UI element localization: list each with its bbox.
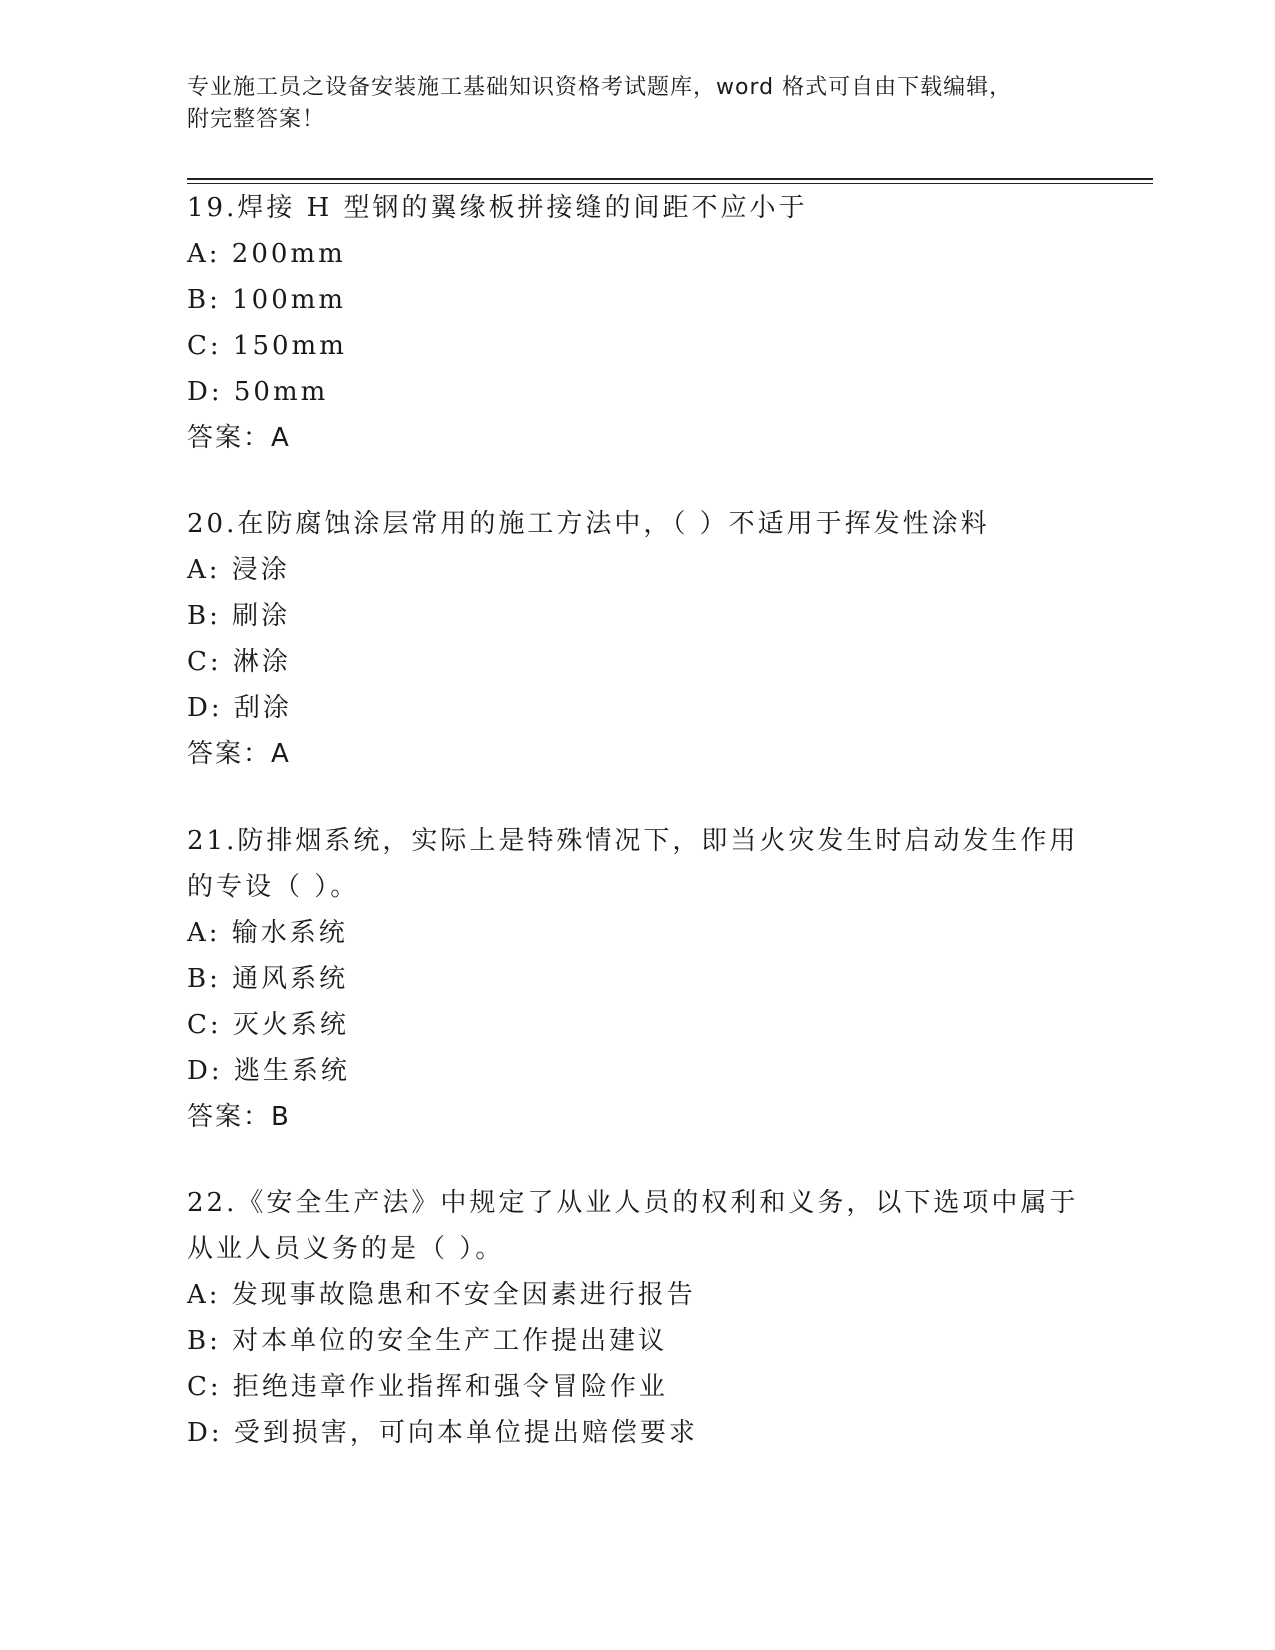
header-divider-thick — [187, 178, 1153, 180]
question-stem: 20.在防腐蚀涂层常用的施工方法中，（ ）不适用于挥发性涂料 — [187, 509, 990, 539]
option-d: D: 受到损害，可向本单位提出赔偿要求 — [187, 1418, 698, 1448]
question-21 — [187, 818, 1087, 1140]
option-b: B: 刷涂 — [187, 601, 291, 631]
option-d: D: 刮涂 — [187, 693, 292, 723]
question-stem: 19.焊接 H 型钢的翼缘板拼接缝的间距不应小于 — [187, 193, 808, 223]
option-a: A: 发现事故隐患和不安全因素进行报告 — [187, 1280, 696, 1310]
question-19 — [187, 185, 1087, 461]
option-a: A: 浸涂 — [187, 555, 290, 585]
header-line-1: 专业施工员之设备安装施工基础知识资格考试题库，word 格式可自由下载编辑， — [187, 75, 1013, 100]
question-stem: 21.防排烟系统，实际上是特殊情况下，即当火灾发生时启动发生作用的专设（ ）。 — [187, 826, 1079, 902]
header-divider-thin — [187, 183, 1153, 184]
answer-line: 答案：A — [187, 739, 291, 769]
option-d: D: 50mm — [187, 377, 329, 407]
question-20 — [187, 501, 1087, 777]
document-header — [187, 72, 1087, 136]
option-b: B: 对本单位的安全生产工作提出建议 — [187, 1326, 668, 1356]
answer-line: 答案：B — [187, 1102, 291, 1132]
option-b: B: 通风系统 — [187, 964, 349, 994]
header-line-2: 附完整答案！ — [187, 107, 326, 132]
answer-line: 答案：A — [187, 423, 291, 453]
question-22 — [187, 1180, 1087, 1456]
question-stem: 22.《安全生产法》中规定了从业人员的权利和义务，以下选项中属于从业人员义务的是（ ）。 — [187, 1188, 1079, 1264]
option-a: A: 200mm — [187, 239, 346, 269]
option-c: C: 拒绝违章作业指挥和强令冒险作业 — [187, 1372, 668, 1402]
option-c: C: 150mm — [187, 331, 347, 361]
option-c: C: 淋涂 — [187, 647, 291, 677]
option-d: D: 逃生系统 — [187, 1056, 350, 1086]
option-c: C: 灭火系统 — [187, 1010, 349, 1040]
option-a: A: 输水系统 — [187, 918, 348, 948]
option-b: B: 100mm — [187, 285, 347, 315]
